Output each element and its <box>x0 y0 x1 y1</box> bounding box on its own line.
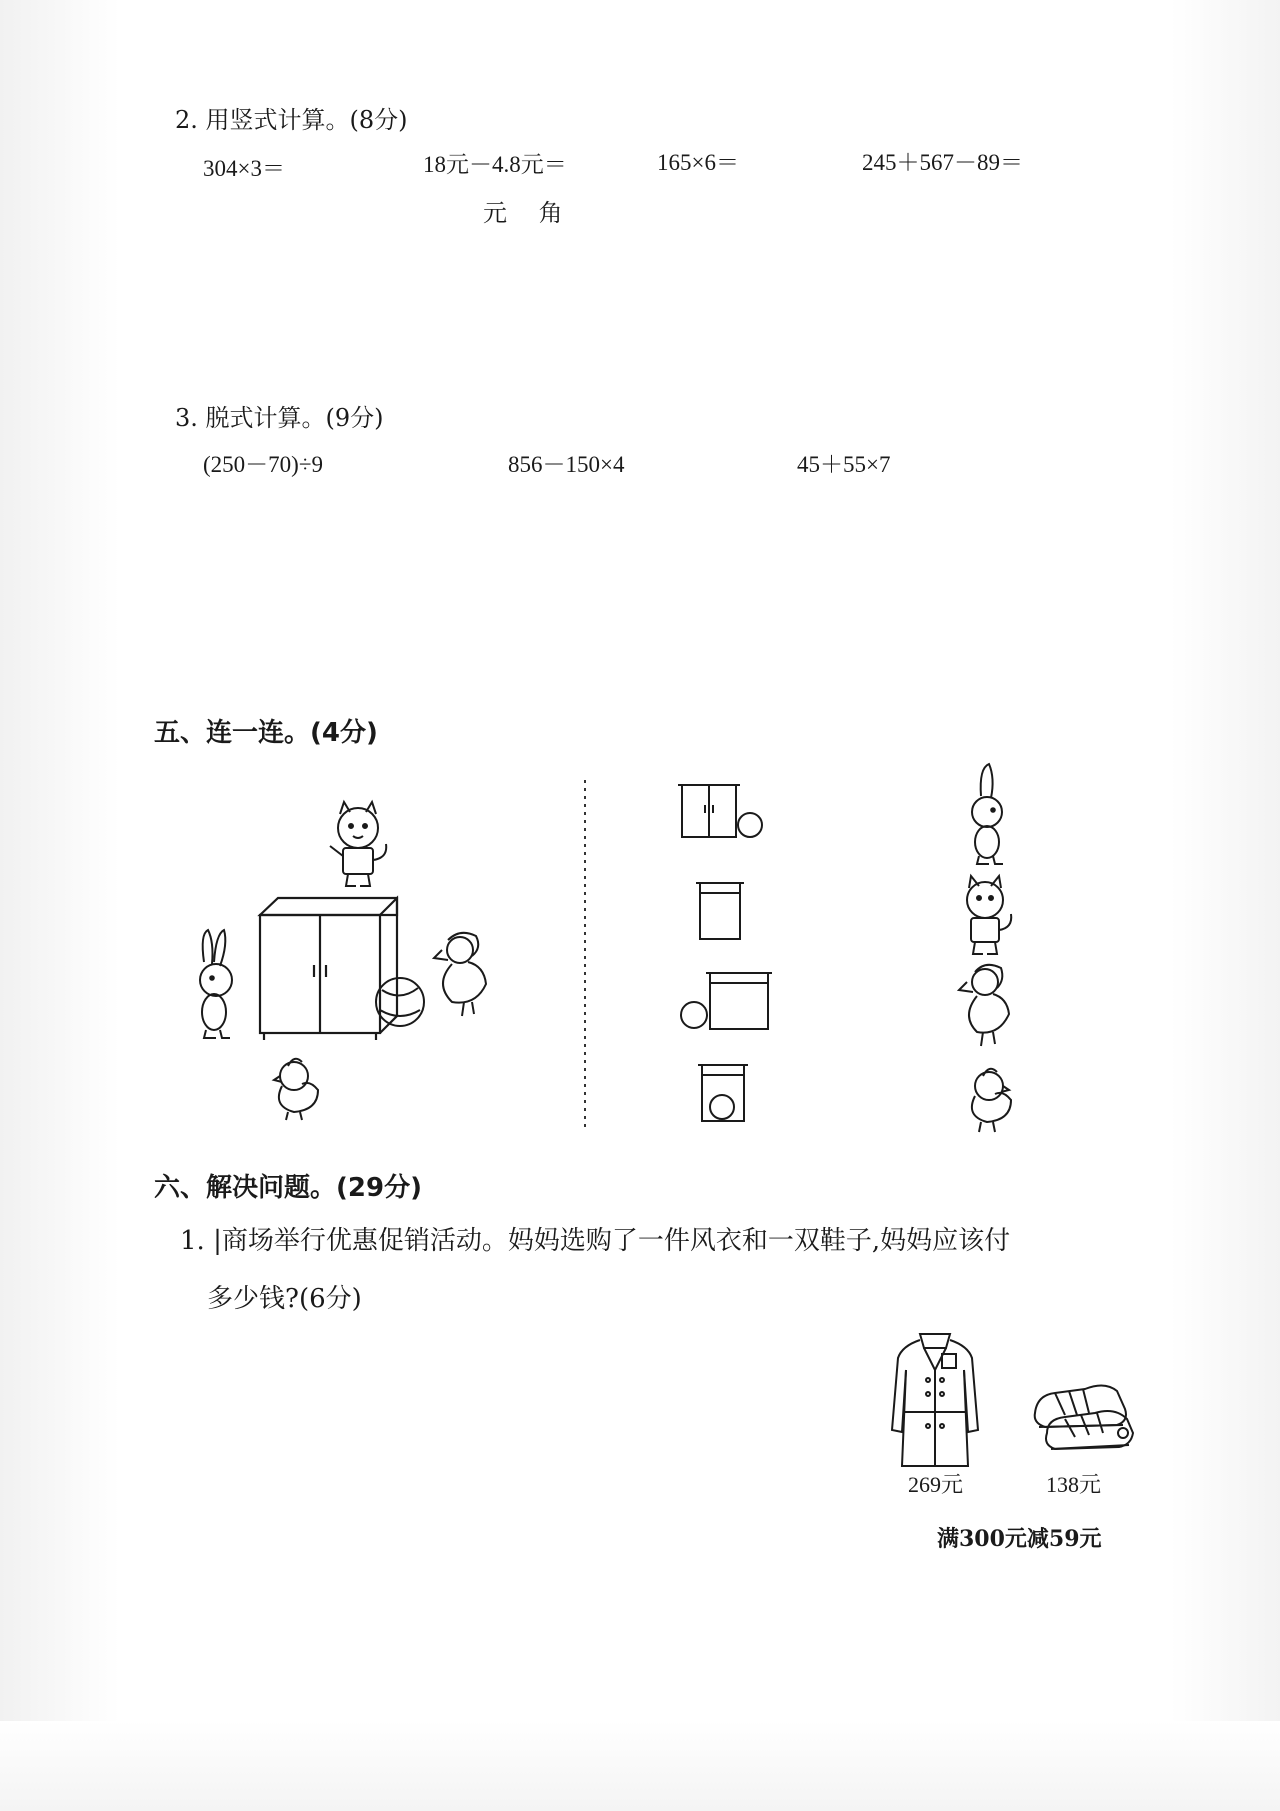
rabbit-left-icon <box>200 930 232 1038</box>
duck-right-icon <box>434 933 486 1016</box>
coat-price: 269元 <box>908 1472 964 1497</box>
q3-item-1: (250－70)÷9 <box>203 452 323 477</box>
sneakers-icon <box>1025 1375 1135 1455</box>
animals-column <box>945 760 1035 1140</box>
problem-1-line-2: 多少钱?(6分) <box>207 1284 362 1314</box>
section-5-title: 五、连一连。(4分) <box>154 718 378 748</box>
q2-item-2: 18元－4.8元＝ <box>423 152 567 177</box>
q2-item-4: 245＋567－89＝ <box>862 150 1023 175</box>
chick-bottom-icon <box>274 1059 318 1120</box>
view-left-ball-cabinet-icon <box>681 973 772 1029</box>
q2-item-3: 165×6＝ <box>657 150 739 175</box>
q2-title: 2. 用竖式计算。(8分) <box>175 106 408 134</box>
duck-icon <box>959 965 1009 1046</box>
matching-scene <box>190 780 520 1120</box>
view-front-cabinet-ball-icon <box>678 785 762 837</box>
rabbit-icon <box>972 764 1003 864</box>
problem-1-line-1: 1. |商场举行优惠促销活动。妈妈选购了一件风衣和一双鞋子,妈妈应该付 <box>180 1226 1011 1256</box>
cat-top-icon <box>330 802 386 886</box>
section-6-title: 六、解决问题。(29分) <box>154 1173 422 1203</box>
q2-unit-line: 元 角 <box>483 199 563 227</box>
cat-icon <box>967 876 1011 954</box>
scan-shadow-left <box>0 0 120 1811</box>
q2-item-1: 304×3＝ <box>203 156 285 181</box>
scan-shadow-bottom <box>0 1721 1280 1811</box>
view-side-cabinet-icon <box>696 883 744 939</box>
view-top-ball-inside-icon <box>698 1065 748 1121</box>
q3-title: 3. 脱式计算。(9分) <box>175 404 384 432</box>
q3-item-3: 45＋55×7 <box>797 452 891 477</box>
scan-shadow-right <box>1170 0 1280 1811</box>
ball-icon <box>376 978 424 1026</box>
shoes-price: 138元 <box>1046 1472 1102 1497</box>
trench-coat-icon <box>880 1330 990 1470</box>
q3-item-2: 856－150×4 <box>508 452 625 477</box>
views-column <box>670 775 780 1135</box>
promotion-text: 满300元减59元 <box>937 1526 1102 1552</box>
dotted-divider <box>583 780 587 1130</box>
chick-icon <box>972 1069 1011 1132</box>
cabinet-icon <box>260 898 397 1040</box>
